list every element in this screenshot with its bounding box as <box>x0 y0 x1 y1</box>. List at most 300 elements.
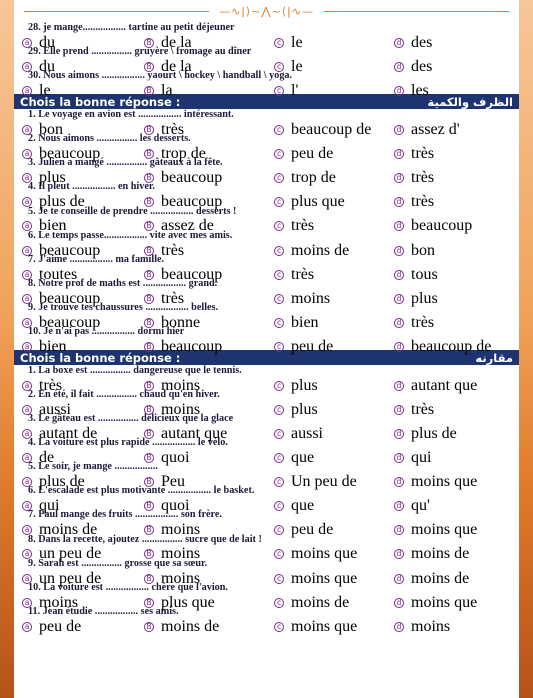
option-text: tous <box>411 265 438 283</box>
option-letter-badge: c <box>274 149 284 159</box>
option-text: moins <box>161 545 201 563</box>
option-b[interactable] <box>144 618 219 636</box>
option-text: la <box>161 82 173 100</box>
option-letter-badge: a <box>22 246 32 256</box>
option-text: bonne <box>161 313 201 331</box>
option-c[interactable] <box>274 193 345 211</box>
header-ornament <box>14 0 519 22</box>
option-text: quoi <box>161 449 190 467</box>
option-text: peu de <box>291 145 334 163</box>
options-row <box>14 400 519 418</box>
option-text: très <box>161 289 185 307</box>
question-text: 1. Le voyage en avion est ................. intéressant. <box>28 109 234 121</box>
option-d[interactable] <box>394 377 477 395</box>
worksheet-page <box>14 0 519 698</box>
question-text: 10. Je n'ai pas ................. dormi hier <box>28 325 185 337</box>
option-letter-badge: B <box>144 246 154 256</box>
option-b[interactable] <box>144 121 184 139</box>
question-text: 5. Je te conseille de prendre ................. desserts ! <box>28 205 237 217</box>
option-text: beaucoup <box>39 145 101 163</box>
option-text: moins <box>161 521 201 539</box>
option-text: beaucoup <box>411 217 473 235</box>
option-letter-badge: c <box>274 381 284 391</box>
option-a[interactable] <box>22 58 55 76</box>
option-text: moins de <box>411 545 470 563</box>
option-b[interactable] <box>144 473 185 491</box>
option-letter-badge: a <box>22 622 32 632</box>
option-d[interactable] <box>394 618 450 636</box>
option-text: plus de <box>411 425 457 443</box>
option-d[interactable] <box>394 34 432 52</box>
option-text: beaucoup <box>39 241 101 259</box>
option-text: beaucoup de <box>291 121 372 139</box>
option-text: plus que <box>291 193 345 211</box>
option-letter-badge: d <box>394 86 404 96</box>
option-letter-badge: B <box>144 221 154 231</box>
option-a[interactable] <box>22 570 101 588</box>
option-text: autant que <box>161 425 228 443</box>
option-text: des <box>411 57 433 75</box>
option-letter-badge: a <box>22 62 32 72</box>
question-text: 6. Le temps passe................. vite avec mes amis. <box>28 229 233 241</box>
question-text: 10. La voiture est ................. chère que l'avion. <box>28 581 228 593</box>
question-text: 4. La voiture est plus rapide ................. le vélo. <box>28 437 228 449</box>
option-d[interactable] <box>394 401 434 419</box>
option-text: beaucoup <box>39 313 101 331</box>
option-text: un peu de <box>39 545 102 563</box>
option-a[interactable] <box>22 217 67 235</box>
option-text: de <box>39 449 55 467</box>
option-a[interactable] <box>22 449 54 467</box>
option-letter-badge: B <box>144 38 154 48</box>
option-d[interactable] <box>394 314 434 332</box>
option-text: beaucoup <box>161 337 223 355</box>
option-text: assez d' <box>411 121 460 139</box>
option-letter-badge: d <box>394 294 404 304</box>
option-text: plus que <box>161 593 215 611</box>
option-letter-badge: d <box>394 574 404 584</box>
option-d[interactable] <box>394 497 430 515</box>
option-text: Un peu de <box>291 473 357 491</box>
option-letter-badge: a <box>22 221 32 231</box>
option-c[interactable] <box>274 618 357 636</box>
option-a[interactable] <box>22 425 97 443</box>
option-text: plus <box>411 289 438 307</box>
option-letter-badge: c <box>274 501 284 511</box>
option-a[interactable] <box>22 242 100 260</box>
option-d[interactable] <box>394 425 457 443</box>
option-b[interactable] <box>144 290 184 308</box>
options-row <box>14 57 519 75</box>
option-letter-badge: a <box>22 598 32 608</box>
question-text: 8. Dans la recette, ajoutez ................ sucre que de lait ! <box>28 533 262 545</box>
option-a[interactable] <box>22 521 97 539</box>
option-text: moins <box>161 376 201 394</box>
option-b[interactable] <box>144 193 222 211</box>
option-c[interactable] <box>274 217 314 235</box>
option-letter-badge: c <box>274 173 284 183</box>
option-letter-badge: a <box>22 429 32 439</box>
option-letter-badge: B <box>144 125 154 135</box>
option-text: du <box>39 33 55 51</box>
option-d[interactable] <box>394 338 491 356</box>
question-text: 4. Il pleut ................. en hiver. <box>28 181 155 193</box>
option-letter-badge: B <box>144 429 154 439</box>
option-a[interactable] <box>22 401 71 419</box>
option-d[interactable] <box>394 217 472 235</box>
option-text: moins que <box>411 521 478 539</box>
option-b[interactable] <box>144 217 214 235</box>
option-letter-badge: d <box>394 477 404 487</box>
question-text: 9. Je trouve tes chaussures ................. belles. <box>28 301 219 313</box>
option-d[interactable] <box>394 82 429 100</box>
option-letter-badge: a <box>22 38 32 48</box>
option-a[interactable] <box>22 193 85 211</box>
option-text: très <box>39 376 63 394</box>
section-title: Chois la bonne réponse : <box>20 350 181 365</box>
option-d[interactable] <box>394 449 431 467</box>
option-c[interactable] <box>274 34 303 52</box>
option-letter-badge: d <box>394 173 404 183</box>
option-letter-badge: c <box>274 598 284 608</box>
option-text: moins <box>161 400 201 418</box>
option-letter-badge: c <box>274 342 284 352</box>
question-text: 6. L'escalade est plus motivante ................. le basket. <box>28 485 255 497</box>
option-letter-badge: c <box>274 246 284 256</box>
option-letter-badge: a <box>22 574 32 584</box>
option-letter-badge: B <box>144 381 154 391</box>
option-letter-badge: c <box>274 125 284 135</box>
option-letter-badge: d <box>394 149 404 159</box>
option-c[interactable] <box>274 377 318 395</box>
option-text: très <box>291 265 315 283</box>
option-c[interactable] <box>274 570 357 588</box>
option-text: très <box>161 121 185 139</box>
option-b[interactable] <box>144 521 200 539</box>
option-text: trop de <box>291 169 336 187</box>
ornament-line-left <box>24 11 209 12</box>
option-text: aussi <box>39 400 71 418</box>
option-b[interactable] <box>144 570 200 588</box>
ornament-line-right <box>324 11 509 12</box>
option-a[interactable] <box>22 266 77 284</box>
option-b[interactable] <box>144 266 222 284</box>
option-d[interactable] <box>394 545 469 563</box>
option-text: beaucoup <box>161 169 223 187</box>
option-a[interactable] <box>22 34 55 52</box>
option-c[interactable] <box>274 521 333 539</box>
option-a[interactable] <box>22 82 51 100</box>
option-letter-badge: d <box>394 221 404 231</box>
option-a[interactable] <box>22 377 62 395</box>
question-text: 5. Le soir, je mange ................. <box>28 461 158 473</box>
option-text: moins de <box>291 593 350 611</box>
option-b[interactable] <box>144 377 200 395</box>
option-text: plus <box>291 400 318 418</box>
option-text: très <box>161 241 185 259</box>
option-text: le <box>39 82 51 100</box>
option-c[interactable] <box>274 425 323 443</box>
option-text: peu de <box>39 617 82 635</box>
option-letter-badge: d <box>394 405 404 415</box>
option-c[interactable] <box>274 473 357 491</box>
option-letter-badge: B <box>144 405 154 415</box>
option-d[interactable] <box>394 145 434 163</box>
option-letter-badge: B <box>144 173 154 183</box>
option-text: moins de <box>291 241 350 259</box>
option-d[interactable] <box>394 169 434 187</box>
option-letter-badge: a <box>22 86 32 96</box>
option-letter-badge: c <box>274 318 284 328</box>
option-letter-badge: a <box>22 342 32 352</box>
option-b[interactable] <box>144 34 192 52</box>
option-c[interactable] <box>274 145 333 163</box>
option-a[interactable] <box>22 545 101 563</box>
option-letter-badge: d <box>394 62 404 72</box>
option-letter-badge: B <box>144 294 154 304</box>
option-a[interactable] <box>22 338 67 356</box>
option-text: très <box>291 217 315 235</box>
option-a[interactable] <box>22 473 85 491</box>
option-letter-badge: d <box>394 381 404 391</box>
option-c[interactable] <box>274 401 318 419</box>
option-c[interactable] <box>274 290 330 308</box>
option-b[interactable] <box>144 242 184 260</box>
option-text: moins de <box>39 521 98 539</box>
question-text: 30. Nous aimons ................. yaourt \ hockey \ handball \ yoga. <box>28 70 293 82</box>
option-text: le <box>291 57 303 75</box>
option-a[interactable] <box>22 314 100 332</box>
option-letter-badge: c <box>274 429 284 439</box>
option-d[interactable] <box>394 242 435 260</box>
options-row <box>14 337 519 355</box>
option-b[interactable] <box>144 594 215 612</box>
option-text: plus <box>39 169 66 187</box>
worksheet-content <box>14 22 519 635</box>
option-letter-badge: B <box>144 86 154 96</box>
option-letter-badge: a <box>22 501 32 511</box>
option-letter-badge: c <box>274 574 284 584</box>
option-c[interactable] <box>274 242 349 260</box>
option-letter-badge: c <box>274 221 284 231</box>
option-letter-badge: B <box>144 342 154 352</box>
option-text: de la <box>161 33 192 51</box>
question-text: 11. Jean étudie ................. ses amis. <box>28 605 179 617</box>
option-text: que <box>291 497 315 515</box>
option-letter-badge: B <box>144 574 154 584</box>
option-letter-badge: B <box>144 62 154 72</box>
option-c[interactable] <box>274 82 298 100</box>
option-letter-badge: d <box>394 318 404 328</box>
question-text: 7. J'aime ................. ma famille. <box>28 253 165 265</box>
option-text: Peu <box>161 473 185 491</box>
options-row <box>14 82 519 100</box>
option-text: plus de <box>39 473 85 491</box>
option-letter-badge: d <box>394 38 404 48</box>
option-d[interactable] <box>394 594 477 612</box>
option-text: autant que <box>411 376 478 394</box>
question-text: 29. Elle prend ................ gruyère \ fromage au dîner <box>28 46 252 58</box>
question-text: 1. La boxe est ................ dangereuse que le tennis. <box>28 365 242 377</box>
option-text: moins de <box>411 569 470 587</box>
option-b[interactable] <box>144 545 200 563</box>
option-letter-badge: a <box>22 125 32 135</box>
option-c[interactable] <box>274 449 314 467</box>
option-a[interactable] <box>22 290 100 308</box>
option-letter-badge: c <box>274 270 284 280</box>
question-text: 8. Notre prof de maths est ................. grand. <box>28 277 218 289</box>
option-letter-badge: d <box>394 246 404 256</box>
option-text: trop de <box>161 145 206 163</box>
option-text: plus <box>291 376 318 394</box>
option-d[interactable] <box>394 266 438 284</box>
option-letter-badge: d <box>394 342 404 352</box>
option-b[interactable] <box>144 401 200 419</box>
option-b[interactable] <box>144 449 189 467</box>
option-c[interactable] <box>274 594 349 612</box>
option-c[interactable] <box>274 121 371 139</box>
option-d[interactable] <box>394 121 460 139</box>
option-letter-badge: a <box>22 173 32 183</box>
options-row <box>14 617 519 635</box>
option-text: qu' <box>411 497 430 515</box>
option-text: moins de <box>161 617 220 635</box>
question-text: 28. je mange................. tartine au petit déjeuner <box>28 22 235 33</box>
option-letter-badge: d <box>394 429 404 439</box>
option-letter-badge: B <box>144 453 154 463</box>
option-text: bien <box>39 217 67 235</box>
option-b[interactable] <box>144 425 227 443</box>
option-a[interactable] <box>22 169 66 187</box>
option-letter-badge: c <box>274 294 284 304</box>
option-letter-badge: d <box>394 549 404 559</box>
option-text: très <box>411 169 435 187</box>
question-text: 3. Le gâteau est ................ délicieux que la glace <box>28 413 234 425</box>
option-b[interactable] <box>144 169 222 187</box>
option-letter-badge: B <box>144 149 154 159</box>
option-letter-badge: c <box>274 62 284 72</box>
option-c[interactable] <box>274 314 319 332</box>
option-text: un peu de <box>39 569 102 587</box>
option-b[interactable] <box>144 58 192 76</box>
question-text: 9. Sarah est ................ grosse que sa sœur. <box>28 557 208 569</box>
option-b[interactable] <box>144 82 173 100</box>
option-text: moins <box>411 617 451 635</box>
option-text: le <box>291 33 303 51</box>
option-text: moins que <box>411 593 478 611</box>
options-row <box>14 33 519 51</box>
option-a[interactable] <box>22 145 100 163</box>
option-letter-badge: a <box>22 197 32 207</box>
option-a[interactable] <box>22 497 59 515</box>
option-letter-badge: a <box>22 149 32 159</box>
option-text: moins <box>161 569 201 587</box>
option-letter-badge: c <box>274 86 284 96</box>
option-c[interactable] <box>274 497 314 515</box>
option-c[interactable] <box>274 338 333 356</box>
option-letter-badge: a <box>22 453 32 463</box>
option-b[interactable] <box>144 497 189 515</box>
option-text: bon <box>39 121 63 139</box>
question-text: 3. Julien a mangé ................ gâteaux à la fête. <box>28 157 223 169</box>
option-letter-badge: a <box>22 270 32 280</box>
option-d[interactable] <box>394 193 434 211</box>
option-letter-badge: a <box>22 525 32 535</box>
section-arabic-title: مقارنه <box>475 350 513 365</box>
section-banner <box>14 94 519 109</box>
option-text: de la <box>161 57 192 75</box>
option-c[interactable] <box>274 545 357 563</box>
section-title: Chois la bonne réponse : <box>20 94 181 109</box>
option-text: autant de <box>39 425 98 443</box>
option-text: bon <box>411 241 435 259</box>
option-d[interactable] <box>394 473 477 491</box>
option-letter-badge: c <box>274 549 284 559</box>
option-text: que <box>291 449 315 467</box>
option-d[interactable] <box>394 570 469 588</box>
option-d[interactable] <box>394 290 438 308</box>
option-d[interactable] <box>394 521 477 539</box>
option-a[interactable] <box>22 594 78 612</box>
option-text: beaucoup <box>39 289 101 307</box>
option-text: très <box>411 400 435 418</box>
option-text: beaucoup <box>161 265 223 283</box>
option-a[interactable] <box>22 618 81 636</box>
option-c[interactable] <box>274 58 303 76</box>
option-text: plus de <box>39 193 85 211</box>
option-letter-badge: B <box>144 501 154 511</box>
option-letter-badge: a <box>22 405 32 415</box>
option-text: les <box>411 82 429 100</box>
option-letter-badge: c <box>274 525 284 535</box>
option-d[interactable] <box>394 58 432 76</box>
option-letter-badge: B <box>144 477 154 487</box>
option-b[interactable] <box>144 145 206 163</box>
option-letter-badge: a <box>22 549 32 559</box>
option-text: moins que <box>291 569 358 587</box>
question-text: 2. Nous aimons ................ les desserts. <box>28 133 191 145</box>
option-text: beaucoup de <box>411 337 492 355</box>
option-text: moins que <box>291 617 358 635</box>
option-letter-badge: c <box>274 477 284 487</box>
option-b[interactable] <box>144 314 200 332</box>
option-text: peu de <box>291 337 334 355</box>
option-letter-badge: d <box>394 453 404 463</box>
option-text: du <box>39 57 55 75</box>
option-c[interactable] <box>274 169 336 187</box>
option-letter-badge: d <box>394 598 404 608</box>
option-text: très <box>411 313 435 331</box>
option-text: beaucoup <box>161 193 223 211</box>
option-text: qui <box>39 497 60 515</box>
option-a[interactable] <box>22 121 63 139</box>
option-c[interactable] <box>274 266 314 284</box>
option-letter-badge: B <box>144 318 154 328</box>
option-text: toutes <box>39 265 78 283</box>
option-b[interactable] <box>144 338 222 356</box>
option-letter-badge: a <box>22 318 32 328</box>
option-letter-badge: B <box>144 549 154 559</box>
option-text: très <box>411 145 435 163</box>
option-text: moins que <box>291 545 358 563</box>
option-letter-badge: d <box>394 125 404 135</box>
option-letter-badge: c <box>274 405 284 415</box>
option-letter-badge: B <box>144 270 154 280</box>
option-letter-badge: d <box>394 622 404 632</box>
option-letter-badge: d <box>394 501 404 511</box>
option-text: l' <box>291 82 299 100</box>
option-text: peu de <box>291 521 334 539</box>
